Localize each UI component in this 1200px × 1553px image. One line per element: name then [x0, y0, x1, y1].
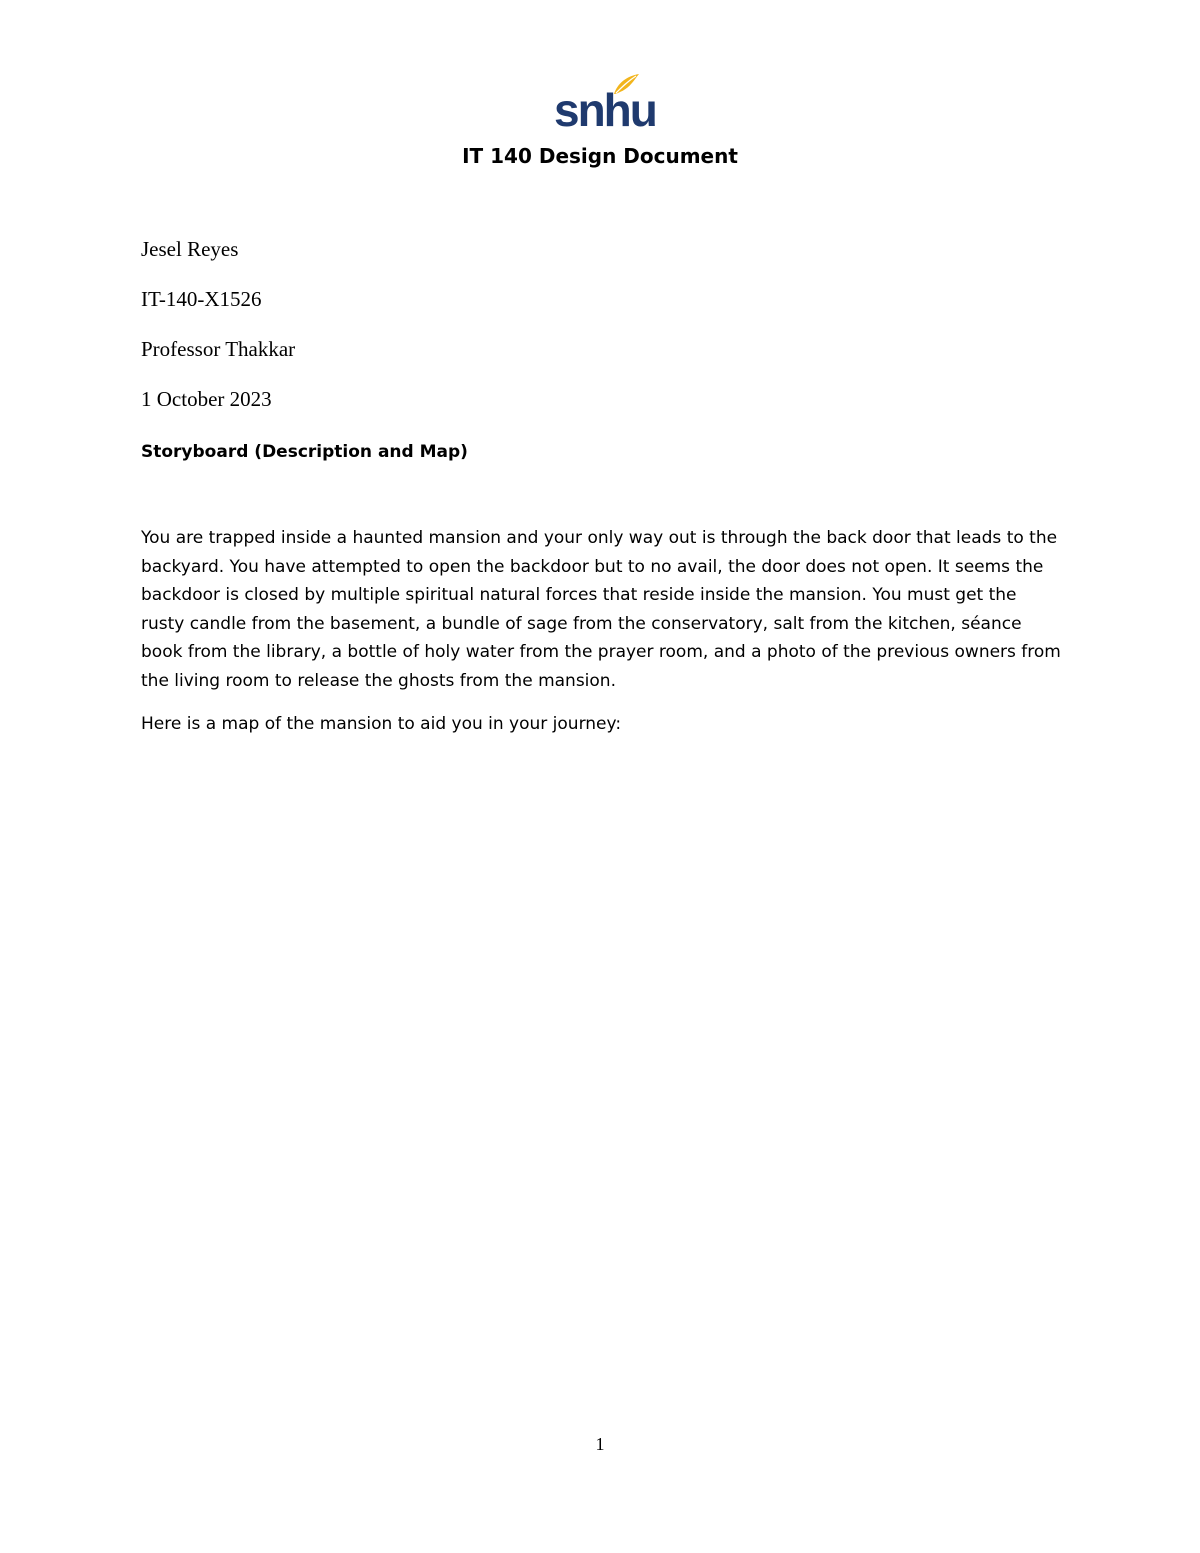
document-date: 1 October 2023 — [141, 387, 272, 411]
professor-name: Professor Thakkar — [141, 337, 296, 361]
author-name: Jesel Reyes — [141, 237, 239, 261]
course-code: IT-140-X1526 — [141, 287, 262, 311]
page-number: 1 — [595, 1434, 605, 1454]
map-intro-paragraph: Here is a map of the mansion to aid you in your journey: — [141, 714, 622, 734]
logo-wordmark: snhu — [554, 84, 656, 136]
snhu-logo — [554, 72, 656, 136]
section-heading: Storyboard (Description and Map) — [141, 442, 468, 462]
document-title: IT 140 Design Document — [462, 144, 738, 168]
story-paragraph: You are trapped inside a haunted mansion and your only way out is through the back door that leads to the backyard. You have attempted to open the backdoor but to no avail, the door does not open. It seems the backdoor is closed by multiple spiritual natural forces that reside inside the mansion. You must get the rusty candle from the basement, a bundle of sage from the conservatory, salt from the kitchen, séance book from the library, a bottle of holy water from the prayer room, and a photo of the previous owners from the living room to release the ghosts from the mansion. — [141, 528, 1061, 691]
